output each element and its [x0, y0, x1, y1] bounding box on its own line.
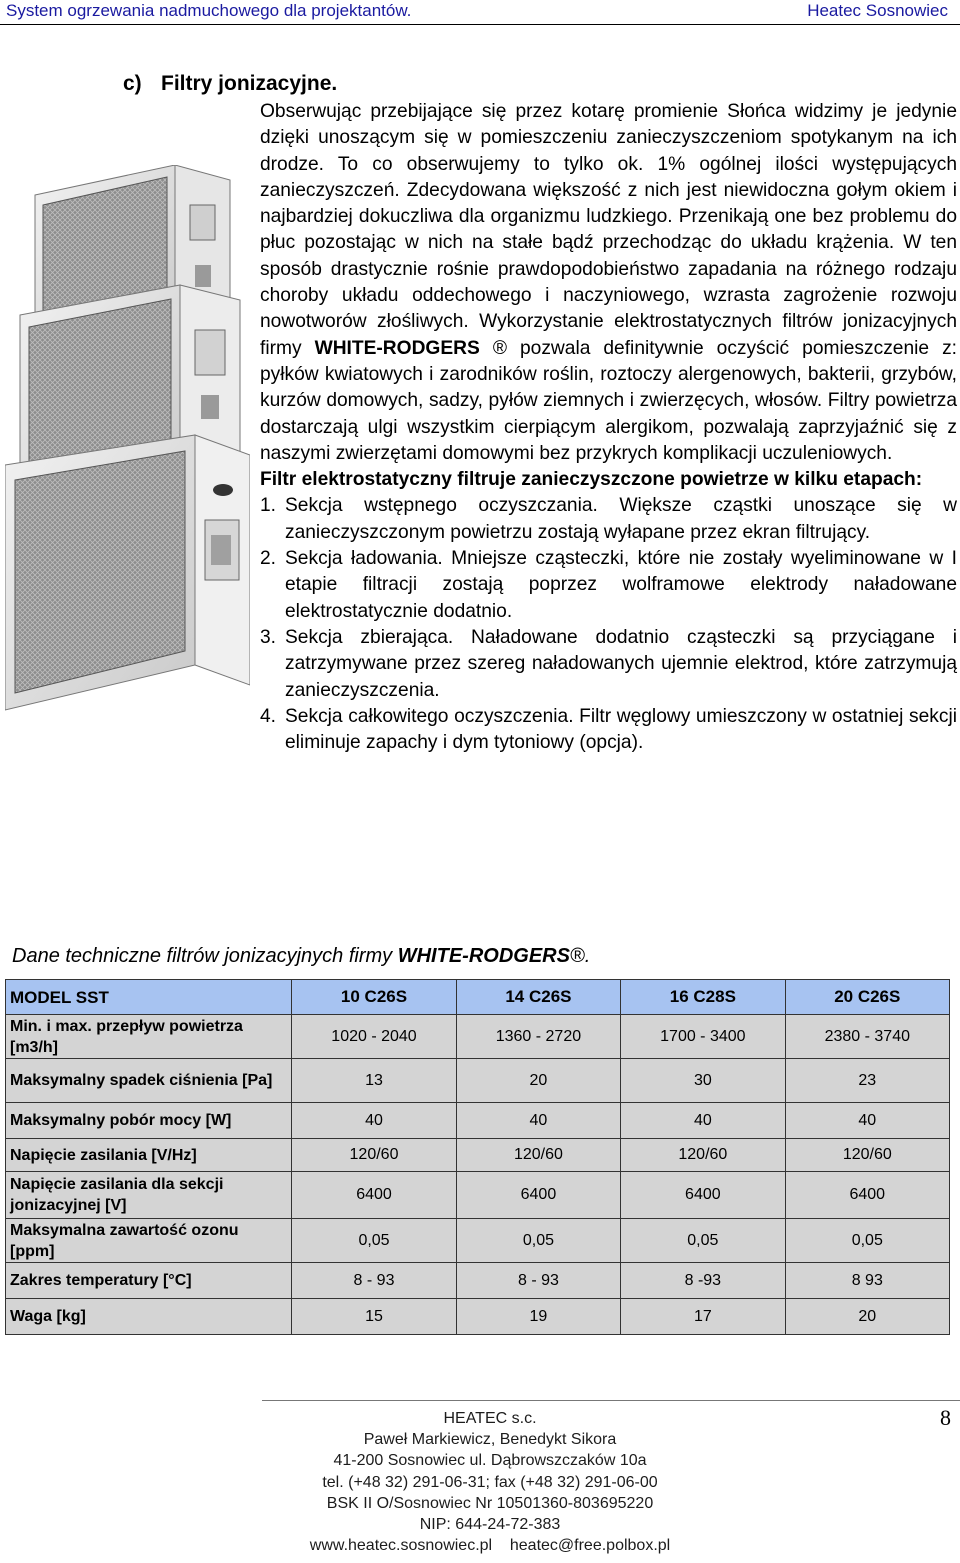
table-row: [6, 1015, 950, 1059]
table-cell: 6400: [621, 1172, 785, 1219]
ionizing-filters-photo: [5, 165, 250, 740]
table-cell: 40: [292, 1103, 456, 1139]
footer-web-email: www.heatec.sosnowiec.pl heatec@free.polbox.pl: [309, 1537, 671, 1555]
filtration-stages-list: [260, 493, 957, 756]
table-cell: 40: [621, 1103, 785, 1139]
header-cell: 10 C26S: [292, 980, 456, 1015]
table-cell: 30: [621, 1059, 785, 1103]
footer-company: HEATEC s.c.: [443, 1410, 537, 1427]
step-text: Sekcja wstępnego oczyszczania. Większe cząstki unoszące się w zanieczyszczonym powietrzu zostają wyłapane przez ekran filtrujący.: [285, 495, 957, 543]
list-item: [260, 493, 957, 546]
page-number: 8: [940, 1405, 951, 1430]
footer-divider: [262, 1400, 960, 1401]
row-label: Napięcie zasilania [V/Hz]: [6, 1139, 292, 1172]
intro-text-part1: Obserwując przebijające się przez kotarę promienie Słońca widzimy je jedynie dzięki unoszącym się w pomieszczeniu zanieczyszczeniom spotykanym na ich drodze. To co obserwujemy to tylko ok. 1% ogólnej ilości występujących zanieczyszczeń. Zdecydowana większość z nich jest niewidoczna gołym okiem i najbardziej dokuczliwa dla organizmu ludzkiego. Przenikają one bez problemu do płuc pozostając w nich na stałe bądź przechodząc do układu krążenia. W ten sposób drastycznie rośnie prawdopodobieństwo zapadania na różnego rodzaju choroby układu oddechowego i naczyniowego, wzrasta zagrożenie rozwoju nowotworów złośliwych. Wykorzystanie elektrostatycznych filtrów jonizacyjnych firmy: [260, 101, 957, 359]
table-cell: 20: [456, 1059, 620, 1103]
list-item: [260, 546, 957, 625]
footer-owners: Paweł Markiewicz, Benedykt Sikora: [363, 1431, 617, 1449]
list-item: [260, 625, 957, 704]
table-row: [6, 1059, 950, 1103]
table-cell: 6400: [292, 1172, 456, 1219]
section-title: [123, 72, 337, 96]
row-label: Maksymalny pobór mocy [W]: [6, 1103, 292, 1139]
specs-table: [5, 979, 950, 1335]
row-label: Napięcie zasilania dla sekcji jonizacyjnej [V]: [6, 1172, 292, 1219]
footer-nip: NIP: 644-24-72-383: [419, 1516, 561, 1534]
table-cell: 20: [785, 1299, 949, 1335]
header-company: Heatec Sosnowiec: [807, 1, 948, 20]
table-cell: 120/60: [292, 1139, 456, 1172]
table-cell: 8 - 93: [456, 1263, 620, 1299]
table-row: [6, 1172, 950, 1219]
table-cell: 13: [292, 1059, 456, 1103]
footer: [240, 1408, 740, 1556]
table-row: [6, 1299, 950, 1335]
caption-brand: WHITE-RODGERS: [397, 945, 570, 967]
table-cell: 8 - 93: [292, 1263, 456, 1299]
table-row: [6, 1103, 950, 1139]
registered-mark: ®: [492, 337, 507, 359]
table-cell: 8 -93: [621, 1263, 785, 1299]
table-cell: 120/60: [621, 1139, 785, 1172]
header-document-title: System ogrzewania nadmuchowego dla projektantów.: [6, 1, 412, 20]
step-text: Sekcja zbierająca. Naładowane dodatnio cząsteczki są przyciągane i zatrzymywane przez szereg naładowanych ujemnie elektrod, które zatrzymują zanieczyszczenia.: [285, 626, 957, 701]
table-cell: 120/60: [785, 1139, 949, 1172]
header-cell: 20 C26S: [785, 980, 949, 1015]
step-text: Sekcja całkowitego oczyszczenia. Filtr węglowy umieszczony w ostatniej sekcji eliminuje zapachy i dym tytoniowy (opcja).: [285, 705, 957, 754]
table-cell: 40: [785, 1103, 949, 1139]
row-label: Waga [kg]: [6, 1299, 292, 1335]
table-row: [6, 1263, 950, 1299]
table-cell: 19: [456, 1299, 620, 1335]
table-cell: 1360 - 2720: [456, 1015, 620, 1059]
caption-end: .: [584, 945, 591, 967]
table-cell: 8 93: [785, 1263, 949, 1299]
intro-text-part2: pozwala definitywnie oczyścić pomieszczenie z: pyłków kwiatowych i zarodników roślin, roztoczy alergenowych, bakterii, grzybów, kurzów domowych, sadzy, pyłów ziemnych i zwierzęcych, włosów. Filtry powietrza dostarczają ulgi wszystkim cierpiącym alergikom, pozwalają zaprzyjaźnić się z naszymi zwierzętami domowymi bez przykrych komplikacji uczuleniowych.: [260, 337, 957, 464]
step-number: 4.: [260, 705, 277, 727]
step-text: Sekcja ładowania. Mniejsze cząsteczki, które nie zostały wyeliminowane w I etapie filtracji zostają poprzez wolframowe elektrody naładowane elektrostatycznie dodatnio.: [285, 548, 957, 622]
table-cell: 0,05: [621, 1219, 785, 1263]
table-cell: 0,05: [456, 1219, 620, 1263]
table-header-row: [6, 980, 950, 1015]
filter-unit-front: [5, 435, 250, 710]
table-cell: 1700 - 3400: [621, 1015, 785, 1059]
table-cell: 40: [456, 1103, 620, 1139]
brand-name: WHITE-RODGERS: [314, 337, 480, 359]
page-header: [0, 0, 960, 25]
step-number: 3.: [260, 626, 277, 648]
footer-phone: tel. (+48 32) 291-06-31; fax (+48 32) 291-06-00: [322, 1473, 658, 1491]
table-cell: 23: [785, 1059, 949, 1103]
footer-address: 41-200 Sosnowiec ul. Dąbrowszczaków 10a: [333, 1452, 647, 1470]
list-item: [260, 704, 957, 757]
intro-paragraph: [260, 99, 957, 467]
table-row: [6, 1139, 950, 1172]
header-cell: 16 C28S: [621, 980, 785, 1015]
step-number: 1.: [260, 495, 277, 517]
table-cell: 1020 - 2040: [292, 1015, 456, 1059]
table-cell: 0,05: [785, 1219, 949, 1263]
stages-heading: Filtr elektrostatyczny filtruje zanieczyszczone powietrze w kilku etapach:: [260, 469, 923, 491]
table-caption: [12, 945, 590, 968]
table-cell: 15: [292, 1299, 456, 1335]
table-cell: 6400: [785, 1172, 949, 1219]
row-label: Min. i max. przepływ powietrza [m3/h]: [6, 1015, 292, 1059]
table-row: [6, 1219, 950, 1263]
caption-prefix: Dane techniczne filtrów jonizacyjnych firmy: [12, 945, 393, 967]
header-cell-model: MODEL SST: [6, 980, 292, 1015]
row-label: Zakres temperatury [°C]: [6, 1263, 292, 1299]
section-heading: Filtry jonizacyjne.: [161, 72, 338, 95]
step-number: 2.: [260, 548, 277, 570]
caption-registered-mark: ®: [569, 945, 585, 967]
table-cell: 120/60: [456, 1139, 620, 1172]
main-text: [260, 99, 957, 756]
section-label: c): [123, 72, 142, 95]
table-cell: 17: [621, 1299, 785, 1335]
footer-bank: BSK II O/Sosnowiec Nr 10501360-803695220: [326, 1494, 654, 1512]
row-label: Maksymalny spadek ciśnienia [Pa]: [6, 1059, 292, 1103]
table-cell: 2380 - 3740: [785, 1015, 949, 1059]
table-cell: 6400: [456, 1172, 620, 1219]
row-label: Maksymalna zawartość ozonu [ppm]: [6, 1219, 292, 1263]
table-cell: 0,05: [292, 1219, 456, 1263]
header-cell: 14 C26S: [456, 980, 620, 1015]
